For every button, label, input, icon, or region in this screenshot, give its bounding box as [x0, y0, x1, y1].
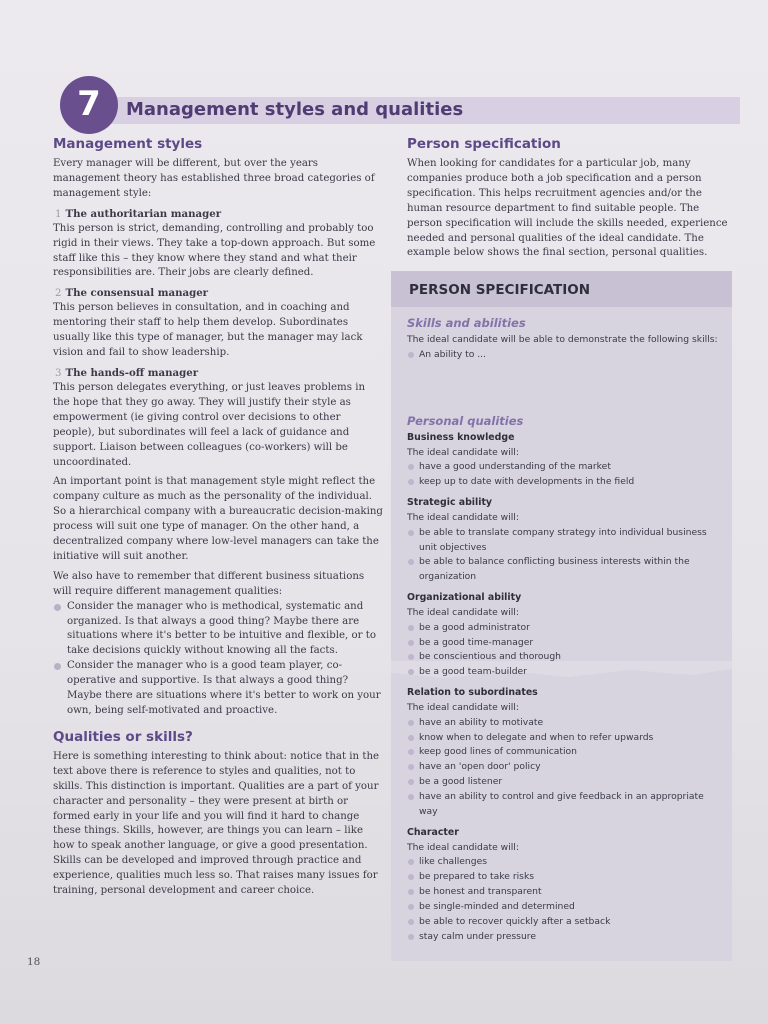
- qualities-text: Here is something interesting to think about: notice that in the text above there is reference to styles and qualities, not to skills. This distinction is important. Qualities are a part of your character and personality – they were present at birth or formed early in your life and you will find it hard to change these things. Skills, however, are things you can learn – like how to speak another language, or give a good presentation. Skills can be developed and improved through practice and experience, qualities much less so. That raises many issues for training, personal development and career choice.: [53, 750, 380, 897]
- situations-paragraph: We also have to remember that different business situations will require different management qualities:: [53, 570, 365, 597]
- strategic-ability-list: [407, 526, 725, 586]
- relation-to-subordinates-list: [407, 716, 725, 820]
- list-item: have an ability to motivate: [407, 716, 725, 731]
- list-item: be a good listener: [407, 775, 725, 790]
- style-2-number: 2: [55, 288, 62, 300]
- style-3-name: The hands-off manager: [65, 366, 199, 379]
- list-item: have a good understanding of the market: [407, 460, 725, 475]
- list-item: have an 'open door' policy: [407, 760, 725, 775]
- group-business-knowledge: Business knowledge: [407, 432, 515, 443]
- management-styles-intro: Every manager will be different, but over the years management theory has established three broad categories of management style:: [53, 158, 375, 199]
- person-spec-box: [391, 271, 732, 961]
- spec-box-header: [391, 271, 732, 307]
- list-item: Consider the manager who is a good team player, co-operative and supportive. Is that always a good thing? Maybe there are situations where it's better to work on your own, being self-motivated and proactive.: [53, 659, 383, 719]
- list-item: stay calm under pressure: [407, 930, 725, 945]
- skills-list: [407, 348, 725, 363]
- list-item: An ability to ...: [407, 348, 725, 363]
- character-list: [407, 855, 725, 944]
- skills-section: [407, 316, 725, 363]
- style-1-name: The authoritarian manager: [65, 207, 222, 220]
- list-item: be able to translate company strategy into individual business unit objectives: [407, 526, 725, 556]
- list-item: know when to delegate and when to refer upwards: [407, 731, 725, 746]
- list-item: be honest and transparent: [407, 885, 725, 900]
- unit-number-badge: 7: [60, 76, 118, 134]
- situations-list: [53, 600, 383, 719]
- style-1-number: 1: [55, 208, 62, 220]
- business-knowledge-list: [407, 460, 725, 490]
- list-item: be a good time-manager: [407, 636, 725, 651]
- group-intro: The ideal candidate will:: [407, 701, 519, 713]
- spec-box-title: PERSON SPECIFICATION: [409, 282, 591, 298]
- page-number: 18: [27, 956, 41, 968]
- management-styles-heading: Management styles: [53, 136, 203, 152]
- list-item: be able to balance conflicting business interests within the organization: [407, 555, 725, 585]
- list-item: be able to recover quickly after a setback: [407, 915, 725, 930]
- organizational-ability-list: [407, 621, 725, 681]
- style-3-title: [55, 366, 383, 381]
- qualities-heading: Qualities or skills?: [53, 728, 193, 745]
- skills-heading: Skills and abilities: [407, 316, 526, 330]
- group-relation-to-subordinates: Relation to subordinates: [407, 687, 538, 699]
- person-spec-text: When looking for candidates for a particular job, many companies produce both a job specification and a person specification. This helps recruitment agencies and/or the human resource department to find suitable people. The person specification will include the skills needed, experience needed and personal qualities of the ideal candidate. The example below shows the final section, personal qualities.: [407, 158, 728, 259]
- style-3-text: This person delegates everything, or just leaves problems in the hope that they go away. They will justify their style as empowerment (ie giving control over decisions to other people), but subordinates will feel a lack of guidance and support. Liaison between colleagues (co-workers) will be uncoordinated.: [53, 381, 366, 468]
- list-item: be conscientious and thorough: [407, 650, 725, 665]
- group-intro: The ideal candidate will:: [407, 841, 519, 853]
- skills-text: The ideal candidate will be able to demonstrate the following skills:: [407, 334, 718, 345]
- list-item: keep up to date with developments in the field: [407, 475, 725, 490]
- list-item: be a good team-builder: [407, 665, 725, 680]
- group-intro: The ideal candidate will:: [407, 446, 519, 458]
- list-item: keep good lines of communication: [407, 745, 725, 760]
- culture-paragraph: An important point is that management style might reflect the company culture as much as the personality of the individual. So a hierarchical company with a bureaucratic decision-making process will suit one type of manager. On the other hand, a decentralized company where low-level managers can take the initiative will suit another.: [53, 476, 383, 562]
- group-organizational-ability: Organizational ability: [407, 592, 522, 604]
- person-spec-heading: Person specification: [407, 136, 561, 152]
- group-intro: The ideal candidate will:: [407, 511, 519, 523]
- personal-qualities-heading: Personal qualities: [407, 414, 524, 428]
- list-item: be a good administrator: [407, 621, 725, 636]
- unit-title: Management styles and qualities: [126, 99, 464, 120]
- style-1-text: This person is strict, demanding, controlling and probably too rigid in their views. They take a top-down approach. But some staff like this – they know where they stand and what their responsibilities are. Their jobs are clearly defined.: [53, 222, 376, 279]
- list-item: like challenges: [407, 855, 725, 870]
- list-item: be single-minded and determined: [407, 900, 725, 915]
- right-column: [407, 134, 735, 266]
- style-2-text: This person believes in consultation, and in coaching and mentoring their staff to help them develop. Subordinates usually like this type of manager, but the manager may lack vision and fail to show leadership.: [53, 302, 363, 359]
- list-item: be prepared to take risks: [407, 870, 725, 885]
- left-column: [53, 134, 383, 904]
- style-2-name: The consensual manager: [65, 287, 209, 300]
- list-item: have an ability to control and give feedback in an appropriate way: [407, 790, 725, 820]
- list-item: Consider the manager who is methodical, systematic and organized. Is that always a good thing? Maybe there are situations where it's better to be intuitive and flexible, or to take decisions quickly without knowing all the facts.: [53, 600, 383, 660]
- personal-qualities-section: [407, 414, 725, 945]
- group-character: Character: [407, 826, 459, 838]
- group-strategic-ability: Strategic ability: [407, 497, 493, 509]
- style-1-title: [55, 207, 383, 222]
- style-3-number: 3: [55, 367, 62, 379]
- group-intro: The ideal candidate will:: [407, 606, 519, 618]
- style-2-title: [55, 286, 383, 301]
